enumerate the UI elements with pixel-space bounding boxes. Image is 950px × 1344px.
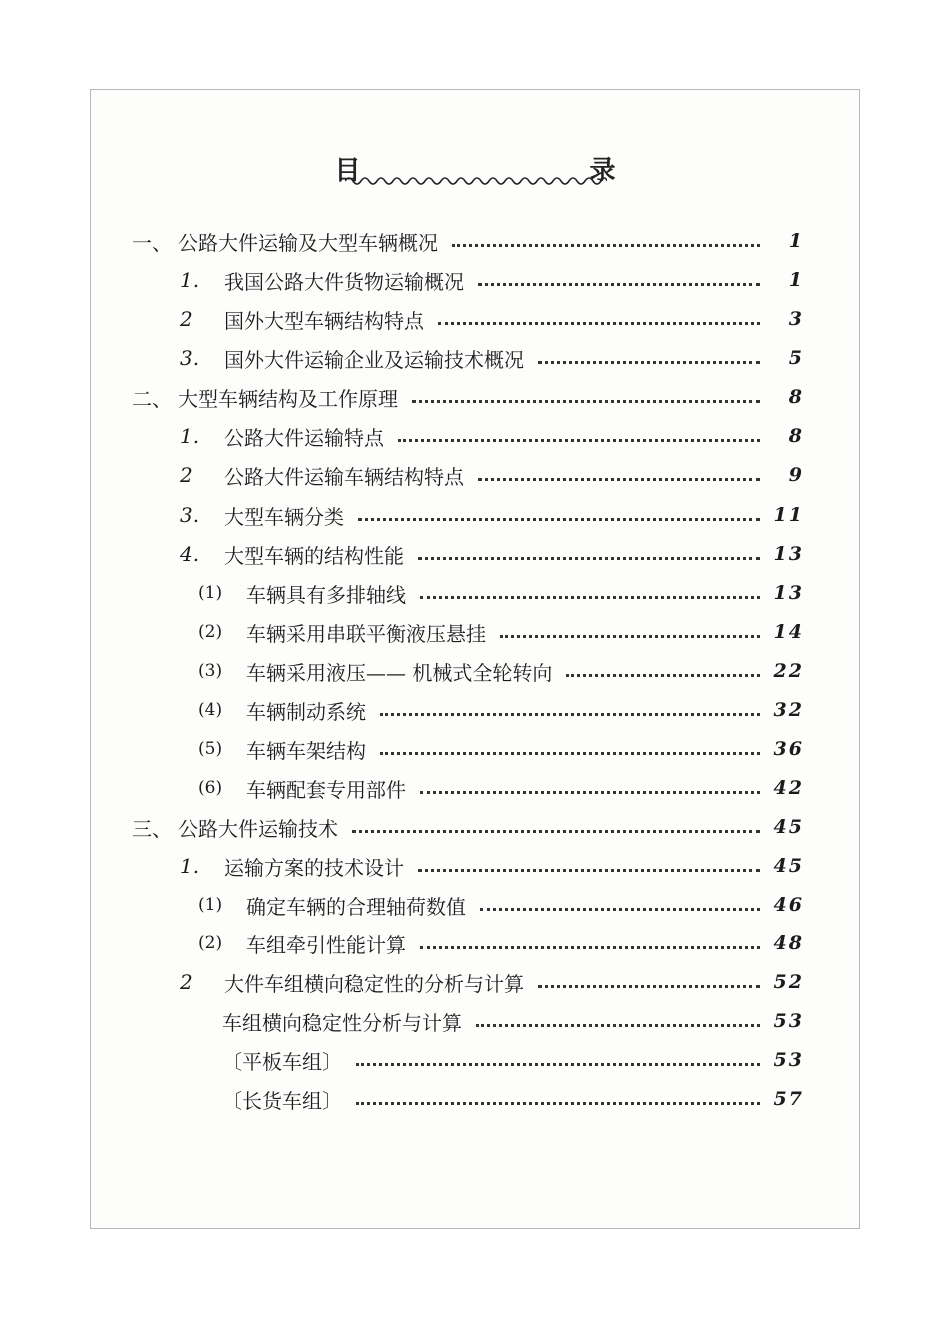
toc-number: 2 [180,307,193,331]
dot-leader [438,322,760,325]
dot-leader [420,596,760,599]
toc-page-number: 53 [773,1049,804,1071]
dot-leader [352,830,760,833]
toc-page-number: 45 [773,816,804,838]
toc-entry[interactable] [180,458,804,492]
toc-entry[interactable] [198,926,804,960]
toc-entry[interactable] [180,498,804,532]
toc-number: 1. [180,424,200,448]
dot-leader [538,361,760,364]
toc-page-number: 5 [788,347,804,369]
dot-leader [478,478,760,481]
toc-entry[interactable] [180,965,804,999]
toc-title: 车辆制动系统 [246,699,366,724]
toc-page-number: 14 [773,621,804,643]
dot-leader [500,635,760,638]
toc-title: 车辆配套专用部件 [246,777,406,802]
toc-title: 公路大件运输特点 [224,425,384,450]
toc-page-number: 52 [773,971,804,993]
toc-page-number: 48 [773,932,804,954]
toc-title: 公路大件运输及大型车辆概况 [178,230,438,255]
toc-number: 一、 [132,230,172,255]
toc-entry[interactable] [198,576,804,610]
toc-page-number: 9 [788,464,804,486]
toc-title: 车辆车架结构 [246,738,366,763]
toc-number: 3. [180,346,200,370]
toc-entry[interactable] [180,849,804,883]
toc-title: 〔平板车组〕 [222,1049,342,1074]
toc-entry[interactable] [198,615,804,649]
toc-title: 公路大件运输车辆结构特点 [224,464,464,489]
toc-number: 3. [180,503,200,527]
dot-leader [418,557,760,560]
toc-title: 国外大型车辆结构特点 [224,308,424,333]
toc-page-number: 13 [773,582,804,604]
toc-entry[interactable] [132,380,804,414]
dot-leader [420,791,760,794]
toc-entry[interactable] [132,224,804,258]
toc-entry[interactable] [180,537,804,571]
toc-entry[interactable] [222,1043,804,1077]
dot-leader [356,1102,760,1105]
toc-number: (3) [198,661,223,681]
dot-leader [478,283,760,286]
toc-title: 确定车辆的合理轴荷数值 [246,894,466,919]
toc-page-number: 13 [773,543,804,565]
dot-leader [476,1024,760,1027]
toc-page-number: 11 [773,504,804,526]
toc-number: (1) [198,583,223,603]
dot-leader [380,752,760,755]
toc-title: 大件车组横向稳定性的分析与计算 [224,971,524,996]
toc-number: 2 [180,463,193,487]
toc-number: 4. [180,542,200,566]
dot-leader [380,713,760,716]
dot-leader [356,1063,760,1066]
toc-page-number: 8 [788,425,804,447]
toc-number: (6) [198,778,223,798]
toc-page-number: 42 [773,777,804,799]
toc-page-number: 36 [773,738,804,760]
toc-entry[interactable] [198,693,804,727]
toc-number: 三、 [132,816,172,841]
toc-number: 二、 [132,386,172,411]
dot-leader [418,869,760,872]
toc-title: 运输方案的技术设计 [224,855,404,880]
toc-entry[interactable] [132,810,804,844]
toc-title: 〔长货车组〕 [222,1088,342,1113]
toc-entry[interactable] [180,419,804,453]
dot-leader [566,674,760,677]
dot-leader [538,985,760,988]
toc-entry[interactable] [180,263,804,297]
toc-page-number: 8 [788,386,804,408]
toc-title: 车辆采用串联平衡液压悬挂 [246,621,486,646]
toc-entry[interactable] [198,732,804,766]
toc-title: 车组横向稳定性分析与计算 [222,1010,462,1035]
toc-title: 公路大件运输技术 [178,816,338,841]
toc-title: 国外大件运输企业及运输技术概况 [224,347,524,372]
toc-number: (2) [198,933,223,953]
toc-entry[interactable] [180,302,804,336]
toc-page-number: 46 [773,894,804,916]
toc-number: 1. [180,854,200,878]
toc-title: 车组牵引性能计算 [246,932,406,957]
page-title: 目 录 [334,156,726,186]
dot-leader [358,518,760,521]
toc-page-number: 53 [773,1010,804,1032]
toc-entry[interactable] [198,654,804,688]
dot-leader [480,908,760,911]
toc-title: 车辆采用液压—— 机械式全轮转向 [246,660,553,685]
dot-leader [420,946,760,949]
toc-title: 大型车辆结构及工作原理 [178,386,398,411]
toc-title: 车辆具有多排轴线 [246,582,406,607]
toc-page-number: 32 [773,699,804,721]
toc-page-number: 22 [773,660,804,682]
toc-number: (4) [198,700,223,720]
toc-entry[interactable] [198,888,804,922]
toc-page-number: 1 [788,269,804,291]
toc-number: 1. [180,268,200,292]
toc-title: 我国公路大件货物运输概况 [224,269,464,294]
toc-title: 大型车辆分类 [224,504,344,529]
toc-entry[interactable] [222,1082,804,1116]
toc-page-number: 1 [788,230,804,252]
toc-title: 大型车辆的结构性能 [224,543,404,568]
dot-leader [452,244,760,247]
dot-leader [412,400,760,403]
toc-page-number: 3 [788,308,804,330]
toc-number: 2 [180,970,193,994]
toc-entry[interactable] [198,771,804,805]
toc-entry[interactable] [222,1004,804,1038]
toc-number: (1) [198,895,223,915]
title-wavy-underline [345,174,607,188]
toc-entry[interactable] [180,341,804,375]
toc-page-number: 45 [773,855,804,877]
dot-leader [398,439,760,442]
toc-number: (5) [198,739,223,759]
toc-page-number: 57 [773,1088,804,1110]
toc-number: (2) [198,622,223,642]
